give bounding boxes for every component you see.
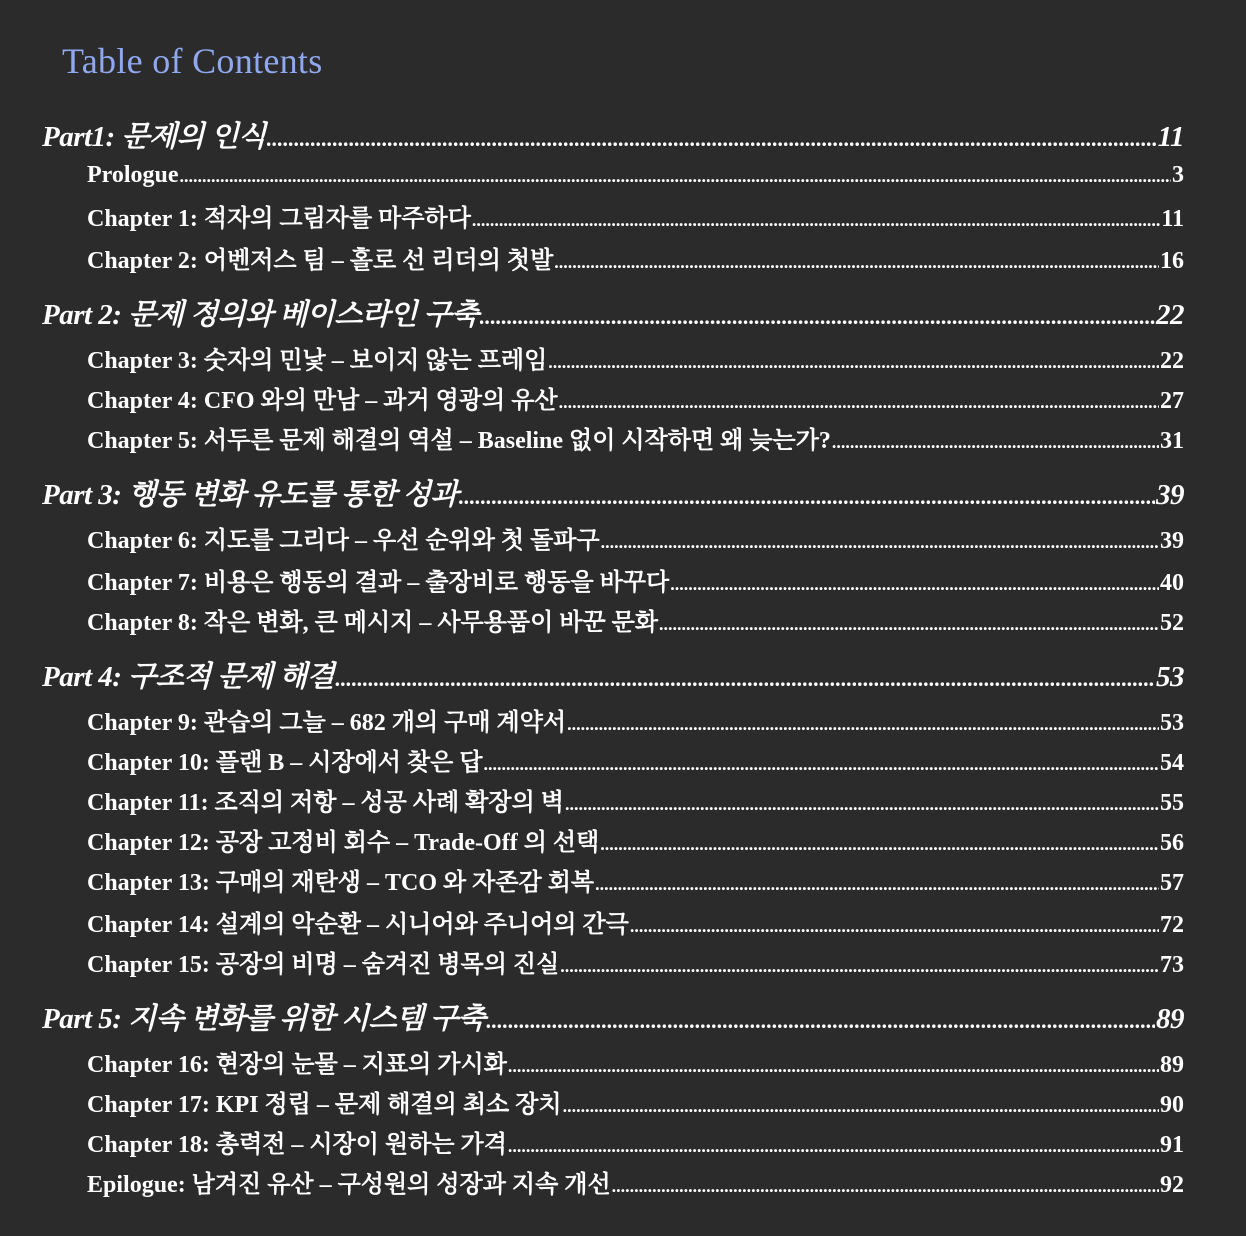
- toc-page-number: 73: [1160, 952, 1184, 978]
- toc-page-number: 11: [1157, 121, 1184, 153]
- toc-page-number: 92: [1160, 1172, 1184, 1198]
- toc-entry-label: Chapter 4: CFO 와의 만남 – 과거 영광의 유산: [87, 388, 558, 414]
- toc-page-number: 40: [1160, 570, 1184, 596]
- toc-entry-label: Chapter 18: 총력전 – 시장이 원하는 가격: [87, 1132, 507, 1158]
- toc-page-number: 89: [1156, 1003, 1184, 1035]
- dot-leader: [670, 570, 1159, 597]
- dot-leader: [480, 299, 1155, 332]
- toc-page-number: 57: [1160, 870, 1184, 896]
- toc-page-number: 39: [1160, 528, 1184, 554]
- toc-entry-label: Part 5: 지속 변화를 위한 시스템 구축: [42, 1003, 486, 1035]
- dot-leader: [459, 479, 1155, 512]
- dot-leader: [630, 912, 1159, 939]
- toc-entry-label: Part 2: 문제 정의와 베이스라인 구축: [42, 299, 479, 331]
- toc-page-number: 90: [1160, 1092, 1184, 1118]
- toc-entry-label: Chapter 11: 조직의 저항 – 성공 사례 확장의 벽: [87, 790, 564, 816]
- toc-page-number: 39: [1156, 479, 1184, 511]
- dot-leader: [267, 121, 1157, 154]
- toc-entry-label: Chapter 6: 지도를 그리다 – 우선 순위와 첫 돌파구: [87, 528, 600, 554]
- dot-leader: [472, 206, 1160, 233]
- dot-leader: [548, 348, 1159, 375]
- toc-chapter-entry[interactable]: [87, 822, 1184, 857]
- toc-chapter-entry[interactable]: [87, 240, 1184, 275]
- dot-leader: [612, 1172, 1159, 1199]
- dot-leader: [600, 830, 1159, 857]
- toc-chapter-entry[interactable]: [87, 1084, 1184, 1119]
- toc-page-number: 22: [1156, 299, 1184, 331]
- dot-leader: [486, 1003, 1155, 1036]
- toc-entry-label: Prologue: [87, 162, 179, 188]
- toc-page-number: 3: [1172, 162, 1184, 188]
- toc-entry-label: Chapter 2: 어벤저스 팀 – 홀로 선 리더의 첫발: [87, 248, 554, 274]
- toc-page-number: 52: [1160, 610, 1184, 636]
- toc-chapter-entry[interactable]: [87, 162, 1184, 189]
- toc-page-number: 22: [1160, 348, 1184, 374]
- toc-chapter-entry[interactable]: [87, 562, 1184, 597]
- dot-leader: [508, 1052, 1159, 1079]
- toc-entry-label: Chapter 1: 적자의 그림자를 마주하다: [87, 206, 471, 232]
- toc-page-number: 16: [1160, 248, 1184, 274]
- toc-entry-label: Chapter 5: 서두른 문제 해결의 역설 – Baseline 없이 시작하면 왜 늦는가?: [87, 428, 831, 454]
- toc-entry-label: Chapter 7: 비용은 행동의 결과 – 출장비로 행동을 바꾸다: [87, 570, 670, 596]
- toc-page-number: 53: [1160, 710, 1184, 736]
- toc-page-number: 55: [1160, 790, 1184, 816]
- toc-entry-label: Chapter 14: 설계의 악순환 – 시니어와 주니어의 간극: [87, 912, 629, 938]
- toc-chapter-entry[interactable]: [87, 702, 1184, 737]
- toc-part-entry[interactable]: [42, 996, 1184, 1037]
- toc-page-number: 54: [1160, 750, 1184, 776]
- toc-entry-label: Chapter 8: 작은 변화, 큰 메시지 – 사무용품이 바꾼 문화: [87, 610, 659, 636]
- toc-chapter-entry[interactable]: [87, 904, 1184, 939]
- dot-leader: [659, 610, 1159, 637]
- toc-chapter-entry[interactable]: [87, 602, 1184, 637]
- toc-page-number: 56: [1160, 830, 1184, 856]
- toc-part-entry[interactable]: [42, 292, 1184, 333]
- toc-page-number: 91: [1160, 1132, 1184, 1158]
- toc-part-entry[interactable]: [42, 472, 1184, 513]
- toc-chapter-entry[interactable]: [87, 782, 1184, 817]
- toc-chapter-entry[interactable]: [87, 340, 1184, 375]
- dot-leader: [832, 428, 1159, 455]
- dot-leader: [554, 248, 1159, 275]
- dot-leader: [484, 750, 1159, 777]
- toc-entry-label: Chapter 10: 플랜 B – 시장에서 찾은 답: [87, 750, 483, 776]
- dot-leader: [601, 528, 1159, 555]
- dot-leader: [567, 710, 1159, 737]
- toc-chapter-entry[interactable]: [87, 742, 1184, 777]
- toc-chapter-entry[interactable]: [87, 520, 1184, 555]
- toc-entry-label: Chapter 13: 구매의 재탄생 – TCO 와 자존감 회복: [87, 870, 595, 896]
- toc-entry-label: Part 3: 행동 변화 유도를 통한 성과: [42, 479, 458, 511]
- dot-leader: [565, 790, 1159, 817]
- toc-chapter-entry[interactable]: [87, 380, 1184, 415]
- toc-page-number: 53: [1156, 661, 1184, 693]
- toc-chapter-entry[interactable]: [87, 862, 1184, 897]
- dot-leader: [559, 388, 1159, 415]
- dot-leader: [560, 952, 1159, 979]
- toc-chapter-entry[interactable]: [87, 944, 1184, 979]
- toc-entry-label: Chapter 16: 현장의 눈물 – 지표의 가시화: [87, 1052, 507, 1078]
- dot-leader: [508, 1132, 1159, 1159]
- toc-entry-label: Part 4: 구조적 문제 해결: [42, 661, 335, 693]
- toc-entry-label: Part1: 문제의 인식: [42, 121, 266, 153]
- toc-entry-label: Epilogue: 남겨진 유산 – 구성원의 성장과 지속 개선: [87, 1172, 611, 1198]
- toc-part-entry[interactable]: [42, 114, 1184, 155]
- toc-entry-label: Chapter 12: 공장 고정비 회수 – Trade-Off 의 선택: [87, 830, 600, 856]
- page-title: Table of Contents: [62, 41, 323, 81]
- toc-chapter-entry[interactable]: [87, 198, 1184, 233]
- toc-page-number: 89: [1160, 1052, 1184, 1078]
- toc-page-number: 72: [1160, 912, 1184, 938]
- toc-chapter-entry[interactable]: [87, 1044, 1184, 1079]
- toc-entry-label: Chapter 3: 숫자의 민낯 – 보이지 않는 프레임: [87, 348, 548, 374]
- dot-leader: [335, 661, 1155, 694]
- toc-page-number: 27: [1160, 388, 1184, 414]
- toc-page-number: 11: [1161, 206, 1184, 232]
- toc-entry-label: Chapter 9: 관습의 그늘 – 682 개의 구매 계약서: [87, 710, 567, 736]
- toc-page-number: 31: [1160, 428, 1184, 454]
- dot-leader: [595, 870, 1159, 897]
- toc-chapter-entry[interactable]: [87, 1124, 1184, 1159]
- dot-leader: [180, 162, 1171, 189]
- toc-part-entry[interactable]: [42, 654, 1184, 695]
- toc-chapter-entry[interactable]: [87, 1164, 1184, 1199]
- toc-entry-label: Chapter 17: KPI 정립 – 문제 해결의 최소 장치: [87, 1092, 562, 1118]
- toc-chapter-entry[interactable]: [87, 420, 1184, 455]
- toc-entry-label: Chapter 15: 공장의 비명 – 숨겨진 병목의 진실: [87, 952, 560, 978]
- dot-leader: [563, 1092, 1159, 1119]
